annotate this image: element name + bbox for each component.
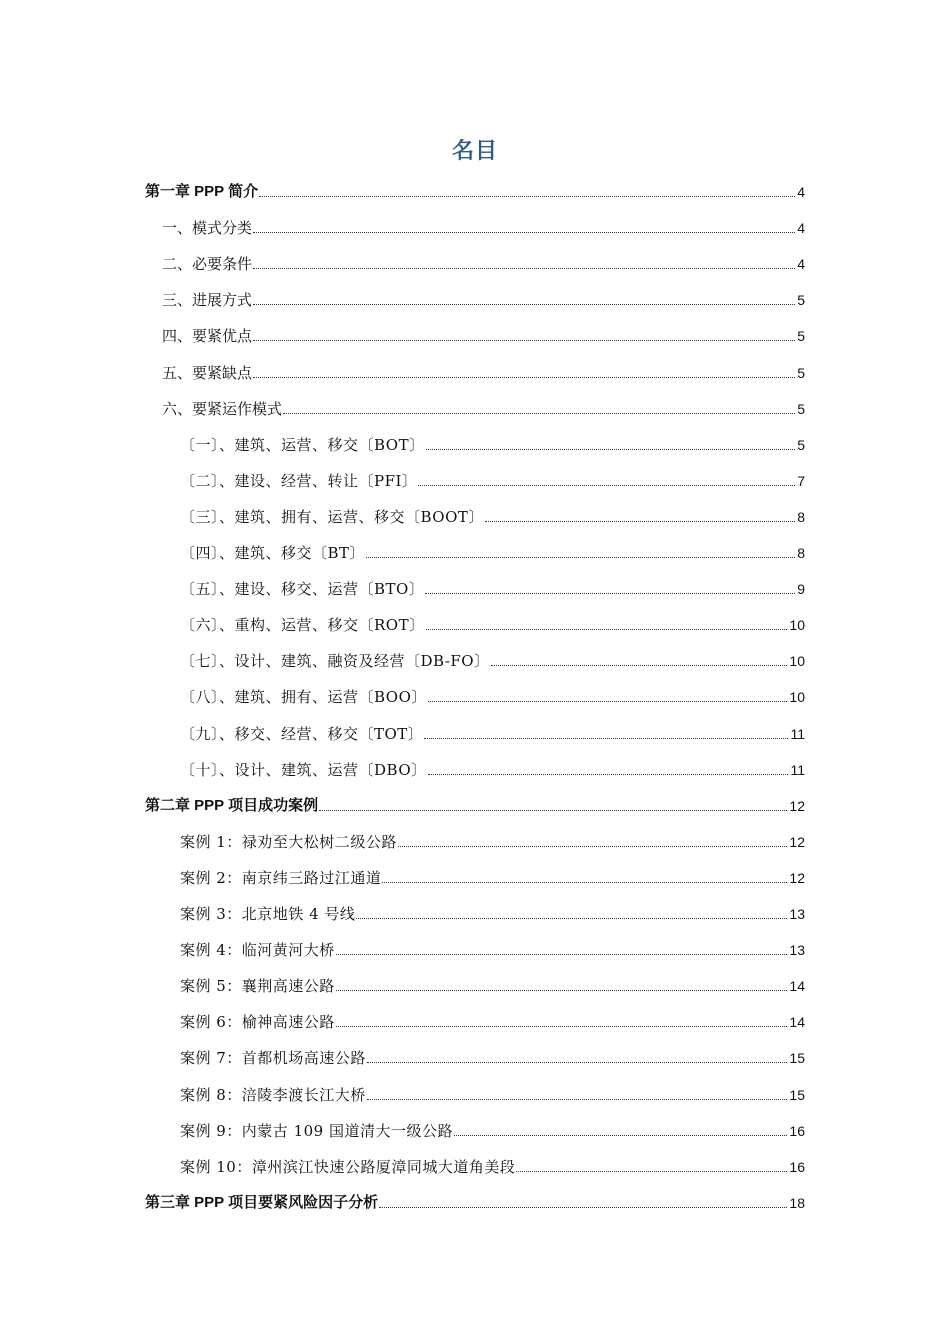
toc-entry[interactable]: [180, 900, 805, 924]
toc-entry-page-number: 14: [789, 1014, 805, 1031]
toc-entry-label: 〔七〕、设计、建筑、融资及经营〔DB-FO〕: [180, 652, 490, 671]
toc-entry-page-number: 5: [797, 400, 805, 417]
toc-entry-page-number: 5: [797, 328, 805, 345]
toc-entry-label: 案例 3：北京地铁 4 号线: [180, 905, 356, 923]
toc-entry-label: 〔十〕、设计、建筑、运营〔DBO〕: [180, 760, 427, 779]
toc-entry-label: 案例 10：漳州滨江快速公路厦漳同城大道角美段: [180, 1157, 516, 1176]
dot-leader: [379, 1207, 787, 1208]
toc-entry-page-number: 10: [789, 617, 805, 634]
toc-entry-page-number: 16: [789, 1158, 805, 1175]
toc-entry-label: 二、必要条件: [162, 255, 253, 274]
toc-entry-page-number: 5: [797, 436, 805, 453]
toc-entry-page-number: 8: [797, 508, 805, 525]
dot-leader: [283, 413, 795, 414]
dot-leader: [253, 377, 795, 378]
toc-entry-page-number: 9: [797, 581, 805, 598]
toc-entry-label: 案例 9：内蒙古 109 国道清大一级公路: [180, 1121, 453, 1140]
toc-title: 名目: [451, 139, 498, 164]
toc-entry-page-number: 18: [789, 1194, 805, 1211]
toc-entry-page-number: 12: [789, 869, 805, 886]
toc-entry[interactable]: [180, 1153, 805, 1177]
toc-entry-label: 〔二〕、建设、经营、转让〔PFI〕: [180, 471, 418, 490]
toc-entry[interactable]: [162, 286, 805, 310]
toc-entry-label: 案例 6：榆神高速公路: [180, 1013, 335, 1032]
dot-leader: [516, 1171, 787, 1172]
toc-entry[interactable]: [145, 178, 805, 202]
toc-entry[interactable]: [180, 647, 805, 671]
dot-leader: [418, 485, 795, 486]
toc-entry[interactable]: [180, 1081, 805, 1105]
toc-entry[interactable]: [180, 683, 805, 707]
toc-entry-page-number: 13: [789, 906, 805, 922]
toc-entry-label: 六、要紧运作模式: [162, 399, 283, 418]
toc-entry-page-number: 10: [789, 689, 805, 706]
toc-entry[interactable]: [145, 792, 805, 816]
toc-entry[interactable]: [162, 250, 805, 274]
toc-entry-label: 案例 1：禄劝至大松树二级公路: [180, 832, 397, 851]
toc-entry[interactable]: [162, 359, 805, 383]
toc-entry[interactable]: [180, 828, 805, 852]
toc-entry-label: 案例 7：首都机场高速公路: [180, 1049, 366, 1068]
toc-entry-label: 〔三〕、建筑、拥有、运营、移交〔BOOT〕: [180, 507, 484, 526]
dot-leader: [259, 196, 795, 197]
dot-leader: [253, 304, 795, 305]
dot-leader: [454, 1135, 787, 1136]
toc-entry-label: 案例 8：涪陵李渡长江大桥: [180, 1085, 366, 1104]
dot-leader: [425, 593, 795, 594]
toc-entry-page-number: 12: [789, 797, 805, 814]
toc-entry[interactable]: [180, 1044, 805, 1068]
dot-leader: [336, 954, 788, 955]
toc-entry-label: 〔五〕、建设、移交、运营〔BTO〕: [180, 580, 425, 599]
dot-leader: [253, 232, 795, 233]
toc-entry-page-number: 13: [789, 942, 805, 959]
toc-entry-label: 〔一〕、建筑、运营、移交〔BOT〕: [180, 435, 425, 454]
dot-leader: [485, 521, 795, 522]
dot-leader: [491, 665, 788, 666]
toc-entry-label: 案例 5：襄荆高速公路: [180, 977, 335, 996]
dot-leader: [428, 774, 789, 775]
toc-entry[interactable]: [180, 467, 805, 491]
toc-entry-page-number: 5: [797, 364, 805, 381]
toc-entry[interactable]: [180, 864, 805, 888]
toc-entry-page-number: 15: [789, 1050, 805, 1067]
toc-entry[interactable]: [145, 1189, 805, 1213]
dot-leader: [367, 1099, 788, 1100]
toc-entry[interactable]: [180, 1117, 805, 1141]
toc-entry[interactable]: [180, 575, 805, 599]
toc-entry[interactable]: [180, 936, 805, 960]
toc-entry[interactable]: [162, 214, 805, 238]
toc-entry-label: 一、模式分类: [162, 219, 253, 238]
dot-leader: [426, 629, 788, 630]
toc-entry-page-number: 14: [789, 978, 805, 995]
toc-entry-label: 〔八〕、建筑、拥有、运营〔BOO〕: [180, 688, 427, 707]
dot-leader: [398, 846, 788, 847]
dot-leader: [428, 701, 788, 702]
toc-entry-page-number: 11: [790, 761, 805, 778]
toc-entry-label: 〔六〕、重构、运营、移交〔ROT〕: [180, 616, 425, 635]
toc-entry-label: 三、进展方式: [162, 291, 253, 310]
toc-entry-label: 五、要紧缺点: [162, 363, 253, 382]
toc-entry-label: 案例 2：南京纬三路过江通道: [180, 868, 382, 887]
dot-leader: [426, 449, 796, 450]
toc-entry-label: 案例 4：临河黄河大桥: [180, 941, 335, 960]
toc-entry-page-number: 4: [797, 256, 805, 273]
toc-entry[interactable]: [180, 720, 805, 744]
toc-entry-page-number: 5: [797, 292, 805, 309]
toc-entry-page-number: 4: [797, 220, 805, 237]
dot-leader: [319, 810, 787, 811]
dot-leader: [336, 1026, 788, 1027]
toc-entry-page-number: 11: [790, 725, 805, 742]
toc-entry-label: 第二章 PPP 项目成功案例: [145, 796, 319, 814]
dot-leader: [366, 557, 795, 558]
toc-entry[interactable]: [180, 503, 805, 527]
dot-leader: [356, 918, 787, 919]
toc-entry-label: 〔四〕、建筑、移交〔BT〕: [180, 544, 366, 562]
toc-entry-page-number: 7: [797, 472, 805, 489]
toc-entry-page-number: 4: [797, 184, 805, 200]
dot-leader: [336, 990, 788, 991]
dot-leader: [382, 882, 787, 883]
toc-entry[interactable]: [162, 322, 805, 346]
toc-entry-page-number: 10: [789, 653, 805, 670]
toc-entry[interactable]: [180, 1008, 805, 1032]
toc-entry-page-number: 15: [789, 1086, 805, 1103]
toc-entry[interactable]: [162, 395, 805, 419]
toc-entry-page-number: 12: [789, 833, 805, 850]
toc-entry[interactable]: [180, 756, 805, 780]
dot-leader: [253, 268, 795, 269]
toc-entry[interactable]: [180, 431, 805, 455]
toc-entry[interactable]: [180, 611, 805, 635]
toc-entry-label: 第三章 PPP 项目要紧风险因子分析: [145, 1193, 379, 1211]
toc-entry[interactable]: [180, 972, 805, 996]
toc-entry-page-number: 16: [789, 1122, 805, 1139]
dot-leader: [367, 1062, 788, 1063]
toc-entry-page-number: 8: [797, 545, 805, 561]
toc-entry[interactable]: [180, 539, 805, 563]
dot-leader: [424, 738, 788, 739]
toc-entry-label: 第一章 PPP 简介: [145, 183, 259, 200]
toc-entry-label: 四、要紧优点: [162, 327, 253, 346]
toc-entry-label: 〔九〕、移交、经营、移交〔TOT〕: [180, 724, 424, 743]
dot-leader: [253, 340, 795, 341]
